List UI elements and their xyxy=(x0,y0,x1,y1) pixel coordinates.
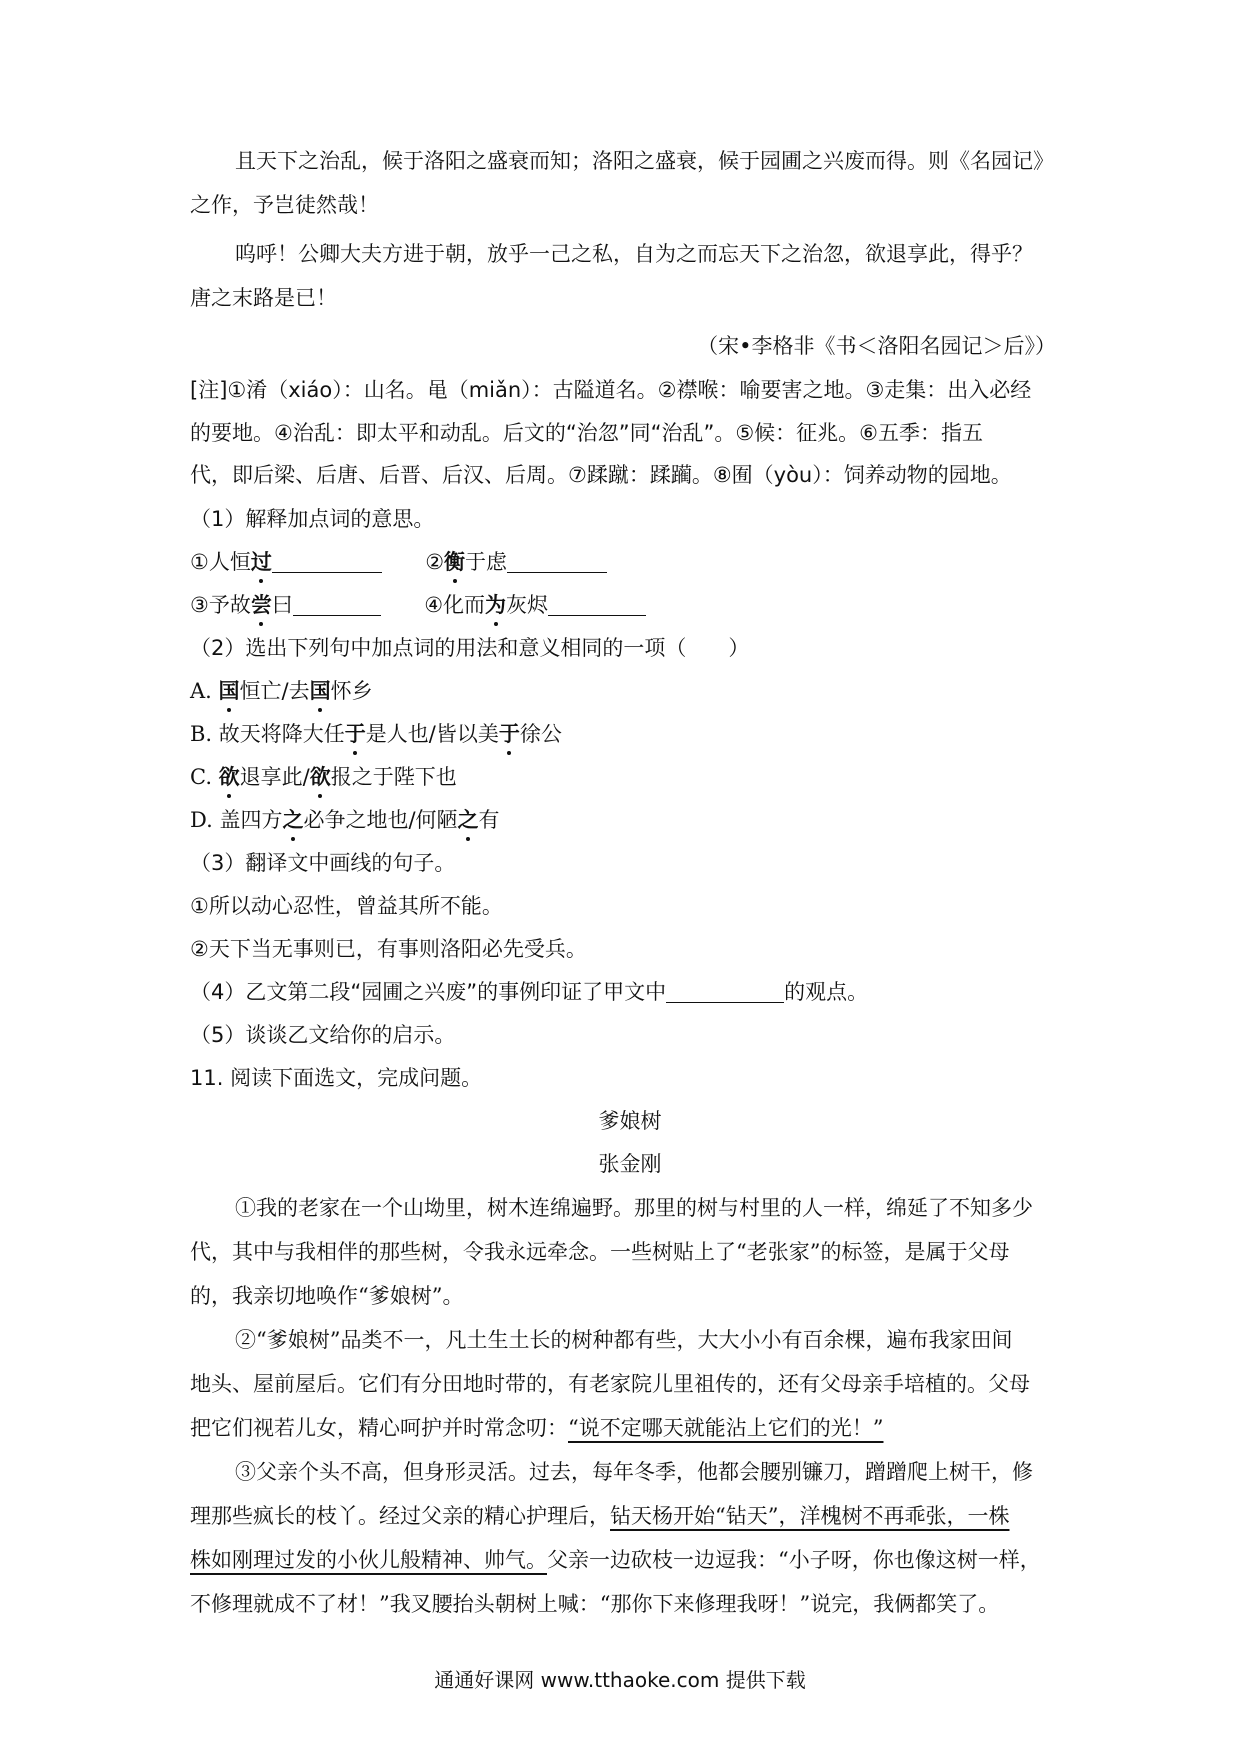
article-paragraph-2-line-1: ②“爹娘树”品类不一，凡土生土长的树种都有些，大大小小有百余棵，遍布我家田间 xyxy=(235,1328,1013,1352)
q2-option-b[interactable]: B. 故天将降大任于是人也/皆以美于徐公 xyxy=(190,719,1070,749)
article-paragraph-3-line-4: 不修理就成不了材！”我叉腰抬头朝树上喊：“那你下来修理我呀！”说完，我俩都笑了。 xyxy=(190,1592,1000,1616)
passage-source: （宋•李格非《书＜洛阳名园记＞后》） xyxy=(697,334,1056,358)
q2-option-d[interactable]: D. 盖四方之必争之地也/何陋之有 xyxy=(190,805,1070,835)
q2-option-a[interactable]: A. 国恒亡/去国怀乡 xyxy=(190,676,1070,706)
notes-line-1: [注]①淆（xiáo）：山名。黾（miǎn）：古隘道名。②襟喉：喻要害之地。③走集：出入必经 xyxy=(190,378,1032,402)
underlined-sentence-1: “说不定哪天就能沾上它们的光！” xyxy=(568,1416,884,1440)
article-paragraph-1-line-2: 代，其中与我相伴的那些树，令我永远牵念。一些树贴上了“老张家”的标签，是属于父母 xyxy=(190,1240,1010,1264)
notes-line-2: 的要地。④治乱：即太平和动乱。后文的“治忽”同“治乱”。⑤候：征兆。⑥五季：指五 xyxy=(190,421,983,445)
question-3-prompt: （3）翻译文中画线的句子。 xyxy=(190,851,456,875)
question-1-row-2 xyxy=(190,590,1070,620)
q1-item-d: ④化而为灰烬 xyxy=(424,593,548,617)
question-1-prompt: （1）解释加点词的意思。 xyxy=(190,507,435,531)
q1-answer-blank-c[interactable] xyxy=(293,593,381,616)
q4-answer-blank[interactable] xyxy=(666,980,784,1003)
underlined-sentence-2-part-1: 钻天杨开始“钻天”，洋槐树不再乖张，一株 xyxy=(610,1504,1010,1528)
article-paragraph-3-line-1: ③父亲个头不高，但身形灵活。过去，每年冬季，他都会腰别镰刀，蹭蹭爬上树干，修 xyxy=(235,1460,1033,1484)
q1-answer-blank-b[interactable] xyxy=(507,550,607,573)
article-author: 张金刚 xyxy=(598,1152,662,1176)
q3-sentence-1: ①所以动心忍性，曾益其所不能。 xyxy=(190,894,503,918)
question-11-prompt: 11. 阅读下面选文，完成问题。 xyxy=(190,1066,483,1090)
footer-watermark: 通通好课网 www.tthaoke.com 提供下载 xyxy=(434,1668,806,1692)
question-2-prompt: （2）选出下列句中加点词的用法和意义相同的一项（ ） xyxy=(190,636,750,660)
passage-yi-paragraph-2-line-1: 呜呼！公卿大夫方进于朝，放乎一己之私，自为之而忘天下之治忽，欲退享此，得乎？ xyxy=(235,242,1033,266)
q1-answer-blank-a[interactable] xyxy=(272,550,382,573)
article-paragraph-1-line-3: 的，我亲切地唤作“爹娘树”。 xyxy=(190,1284,464,1308)
underlined-sentence-2-part-2: 株如刚理过发的小伙儿般精神、帅气。 xyxy=(190,1548,547,1572)
article-paragraph-2-line-3: 把它们视若儿女，精心呵护并时常念叨：“说不定哪天就能沾上它们的光！” xyxy=(190,1416,884,1440)
passage-yi-paragraph-1-line-2: 之作，予岂徒然哉！ xyxy=(190,193,379,217)
q1-item-a: ①人恒过 xyxy=(190,550,272,574)
notes-line-3: 代，即后梁、后唐、后晋、后汉、后周。⑦蹂蹴：蹂躏。⑧囿（yòu）：饲养动物的园地。 xyxy=(190,463,1012,487)
passage-yi-paragraph-2-line-2: 唐之末路是已！ xyxy=(190,286,337,310)
q1-item-c: ③予故尝曰 xyxy=(190,593,293,617)
question-5-prompt: （5）谈谈乙文给你的启示。 xyxy=(190,1023,456,1047)
question-1-row-1 xyxy=(190,547,1070,577)
article-paragraph-3-line-3: 株如刚理过发的小伙儿般精神、帅气。父亲一边砍枝一边逗我：“小子呀，你也像这树一样， xyxy=(190,1548,1041,1572)
article-paragraph-1-line-1: ①我的老家在一个山坳里，树木连绵遍野。那里的树与村里的人一样，绵延了不知多少 xyxy=(235,1196,1033,1220)
question-4: （4）乙文第二段“园圃之兴废”的事例印证了甲文中 的观点。 xyxy=(190,980,869,1004)
passage-yi-paragraph-1-line-1: 且天下之治乱，候于洛阳之盛衰而知；洛阳之盛衰，候于园圃之兴废而得。则《名园记》 xyxy=(235,149,1054,173)
article-paragraph-3-line-2: 理那些疯长的枝丫。经过父亲的精心护理后，钻天杨开始“钻天”，洋槐树不再乖张，一株 xyxy=(190,1504,1010,1528)
q3-sentence-2: ②天下当无事则已，有事则洛阳必先受兵。 xyxy=(190,937,587,961)
article-title: 爹娘树 xyxy=(598,1109,662,1133)
article-paragraph-2-line-2: 地头、屋前屋后。它们有分田地时带的，有老家院儿里祖传的，还有父母亲手培植的。父母 xyxy=(190,1372,1030,1396)
q1-answer-blank-d[interactable] xyxy=(548,593,646,616)
q1-item-b: ②衡于虑 xyxy=(425,550,507,574)
q2-option-c[interactable]: C. 欲退享此/欲报之于陛下也 xyxy=(190,762,1070,792)
